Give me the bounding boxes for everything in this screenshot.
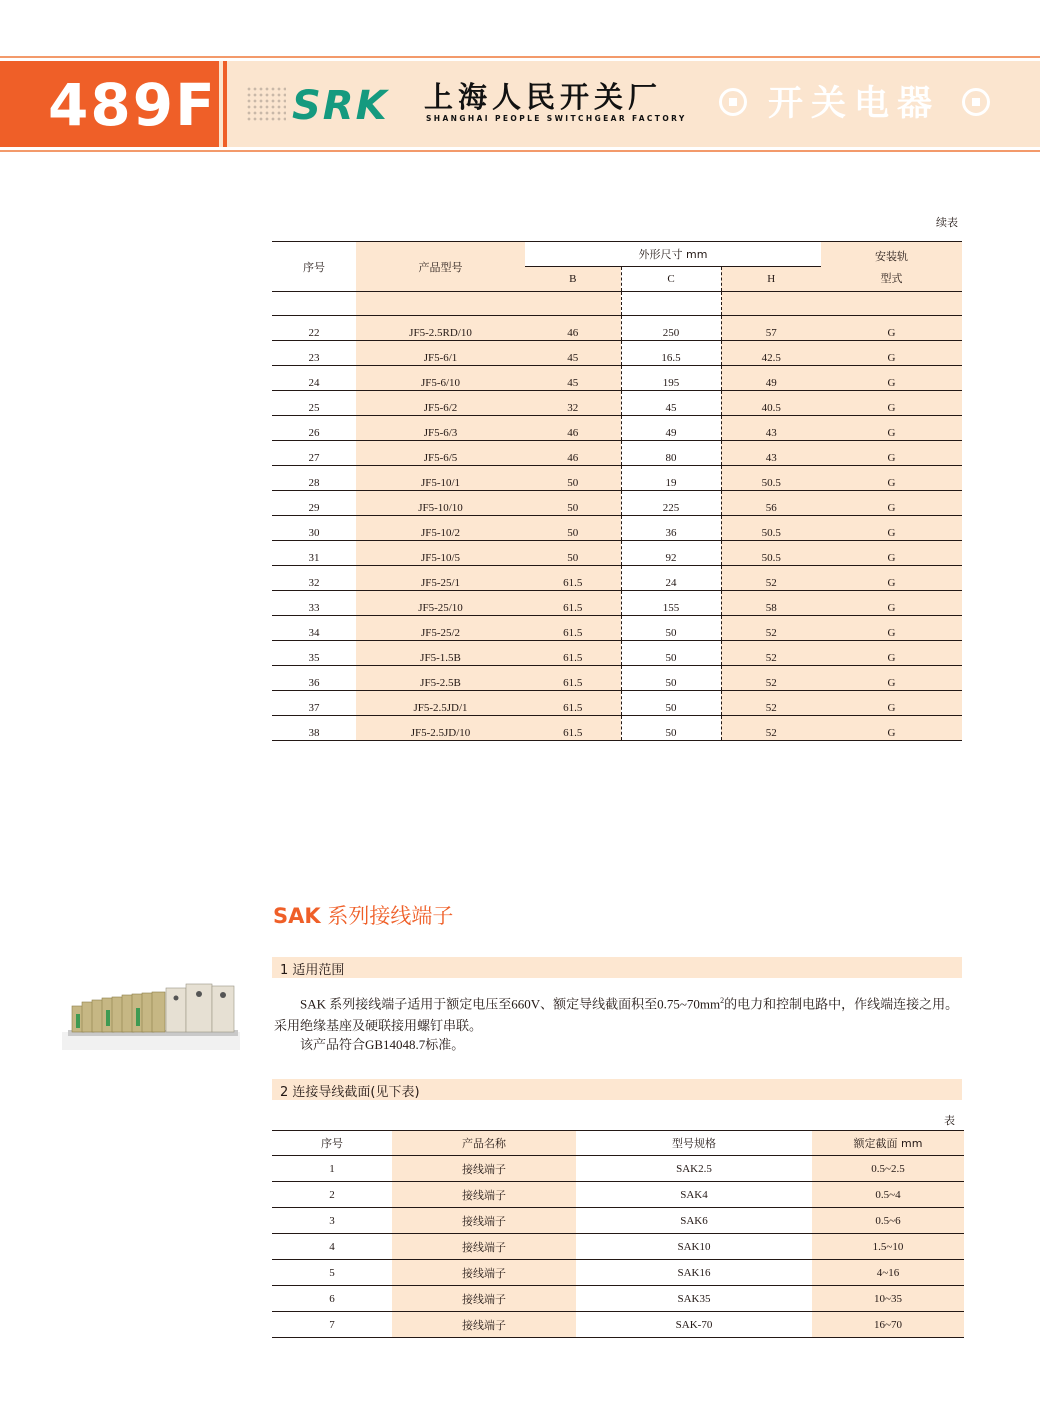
row-product-name: 接线端子 <box>392 1156 576 1182</box>
subsection-bar-scope <box>272 957 962 978</box>
row-model: JF5-2.5JD/1 <box>356 691 525 716</box>
table-row <box>272 1286 964 1312</box>
company-logo: SRK <box>292 83 389 129</box>
row-dim-h: 42.5 <box>721 341 821 366</box>
company-name-cn: 上海人民开关厂 <box>424 80 663 114</box>
col-header-c: C <box>621 267 721 292</box>
row-seq: 24 <box>272 366 356 391</box>
row-rail-type: G <box>821 566 962 591</box>
row-rail-type: G <box>821 716 962 741</box>
row-seq: 38 <box>272 716 356 741</box>
row-model: JF5-10/5 <box>356 541 525 566</box>
table-row <box>272 691 962 716</box>
table-cell <box>721 292 821 316</box>
row-model: JF5-10/2 <box>356 516 525 541</box>
row-seq: 5 <box>272 1260 392 1286</box>
subsection-section-heading: 2 连接导线截面(见下表) <box>280 1085 420 1100</box>
row-seq: 23 <box>272 341 356 366</box>
row-dim-b: 46 <box>525 316 621 341</box>
row-rated-section: 10~35 <box>812 1286 964 1312</box>
row-dim-c: 80 <box>621 441 721 466</box>
row-dim-h: 52 <box>721 716 821 741</box>
table-cell <box>621 292 721 316</box>
row-dim-c: 50 <box>621 691 721 716</box>
row-model: JF5-6/1 <box>356 341 525 366</box>
row-dim-c: 24 <box>621 566 721 591</box>
row-dim-c: 36 <box>621 516 721 541</box>
table-row-spacer <box>272 292 962 316</box>
table-row <box>272 316 962 341</box>
row-model: JF5-6/10 <box>356 366 525 391</box>
row-dim-h: 50.5 <box>721 466 821 491</box>
page-number: 489F <box>48 71 217 139</box>
row-spec: SAK4 <box>576 1182 812 1208</box>
table-row <box>272 1182 964 1208</box>
table-row <box>272 466 962 491</box>
row-dim-b: 61.5 <box>525 641 621 666</box>
subsection-scope-heading: 1 适用范围 <box>280 963 345 978</box>
row-spec: SAK10 <box>576 1234 812 1260</box>
table-row <box>272 591 962 616</box>
row-dim-h: 50.5 <box>721 516 821 541</box>
row-dim-c: 195 <box>621 366 721 391</box>
row-dim-b: 61.5 <box>525 616 621 641</box>
row-rated-section: 0.5~4 <box>812 1182 964 1208</box>
row-model: JF5-2.5B <box>356 666 525 691</box>
row-rail-type: G <box>821 316 962 341</box>
scope-text-sup: 2 <box>720 996 725 1005</box>
scope-text-a: SAK 系列接线端子适用于额定电压至660V、额定导线截面积至0.75~70mm <box>300 996 721 1012</box>
row-dim-c: 19 <box>621 466 721 491</box>
table-row <box>272 641 962 666</box>
row-dim-b: 61.5 <box>525 716 621 741</box>
row-model: JF5-6/3 <box>356 416 525 441</box>
row-dim-c: 50 <box>621 666 721 691</box>
header-top-rule <box>0 56 1040 58</box>
row-seq: 32 <box>272 566 356 591</box>
row-model: JF5-25/10 <box>356 591 525 616</box>
row-seq: 6 <box>272 1286 392 1312</box>
row-seq: 29 <box>272 491 356 516</box>
row-dim-b: 46 <box>525 416 621 441</box>
standard-paragraph <box>274 1034 970 1056</box>
row-dim-b: 61.5 <box>525 691 621 716</box>
row-dim-h: 57 <box>721 316 821 341</box>
table-row <box>272 366 962 391</box>
subsection-bar-section <box>272 1079 962 1100</box>
row-spec: SAK6 <box>576 1208 812 1234</box>
row-rail-type: G <box>821 391 962 416</box>
row-model: JF5-25/2 <box>356 616 525 641</box>
table-cell <box>272 292 356 316</box>
row-dim-c: 49 <box>621 416 721 441</box>
header-bottom-rule <box>0 150 1040 152</box>
row-spec: SAK2.5 <box>576 1156 812 1182</box>
table-row <box>272 1312 964 1338</box>
rail-label-line2: 型式 <box>880 271 903 285</box>
section-title-cn: 系列接线端子 <box>320 904 454 928</box>
row-dim-h: 43 <box>721 441 821 466</box>
row-product-name: 接线端子 <box>392 1182 576 1208</box>
row-rated-section: 1.5~10 <box>812 1234 964 1260</box>
row-seq: 4 <box>272 1234 392 1260</box>
bullet-circle-icon <box>962 88 990 116</box>
table-row <box>272 1260 964 1286</box>
row-model: JF5-6/2 <box>356 391 525 416</box>
row-dim-h: 52 <box>721 691 821 716</box>
table-row <box>272 541 962 566</box>
table-row <box>272 566 962 591</box>
row-dim-c: 225 <box>621 491 721 516</box>
row-dim-c: 45 <box>621 391 721 416</box>
row-seq: 1 <box>272 1156 392 1182</box>
row-dim-b: 46 <box>525 441 621 466</box>
scope-paragraph-text <box>274 990 970 1037</box>
col-header-b: B <box>525 267 621 292</box>
row-dim-b: 50 <box>525 466 621 491</box>
table1-caption: 续表 <box>936 216 958 229</box>
row-rail-type: G <box>821 491 962 516</box>
table-row <box>272 1234 964 1260</box>
category-title: 开关电器 <box>768 84 941 124</box>
table-row <box>272 666 962 691</box>
row-spec: SAK-70 <box>576 1312 812 1338</box>
row-seq: 36 <box>272 666 356 691</box>
dimensions-table <box>272 241 962 741</box>
row-dim-c: 155 <box>621 591 721 616</box>
row-spec: SAK16 <box>576 1260 812 1286</box>
table-row <box>272 491 962 516</box>
row-dim-b: 50 <box>525 491 621 516</box>
row-product-name: 接线端子 <box>392 1234 576 1260</box>
row-seq: 28 <box>272 466 356 491</box>
row-spec: SAK35 <box>576 1286 812 1312</box>
row-seq: 7 <box>272 1312 392 1338</box>
section-title-latin: SAK <box>273 904 321 928</box>
table-cell <box>356 292 525 316</box>
table-cell <box>821 292 962 316</box>
row-dim-h: 52 <box>721 666 821 691</box>
wire-section-table <box>272 1130 964 1338</box>
row-dim-b: 50 <box>525 541 621 566</box>
row-dim-b: 45 <box>525 366 621 391</box>
row-seq: 22 <box>272 316 356 341</box>
col-header-model: 产品型号 <box>356 242 525 292</box>
table-cell <box>525 292 621 316</box>
row-dim-b: 61.5 <box>525 666 621 691</box>
row-dim-b: 61.5 <box>525 566 621 591</box>
logo-dots-graphic <box>246 86 286 122</box>
row-product-name: 接线端子 <box>392 1312 576 1338</box>
row-seq: 2 <box>272 1182 392 1208</box>
row-dim-c: 92 <box>621 541 721 566</box>
row-rail-type: G <box>821 616 962 641</box>
table-row <box>272 341 962 366</box>
scope-text-b: 的电力和控制电路中，作线端连接之用。采用绝缘基座及硬联接用螺钉串联。 <box>274 996 959 1034</box>
row-seq: 34 <box>272 616 356 641</box>
row-rail-type: G <box>821 666 962 691</box>
table-row <box>272 416 962 441</box>
row-model: JF5-2.5JD/10 <box>356 716 525 741</box>
row-rail-type: G <box>821 516 962 541</box>
row-product-name: 接线端子 <box>392 1260 576 1286</box>
table-row <box>272 516 962 541</box>
header-separator <box>223 61 227 147</box>
row-rail-type: G <box>821 366 962 391</box>
row-rated-section: 4~16 <box>812 1260 964 1286</box>
row-rated-section: 0.5~2.5 <box>812 1156 964 1182</box>
row-seq: 3 <box>272 1208 392 1234</box>
standard-paragraph-text: 该产品符合GB14048.7标准。 <box>300 1037 465 1052</box>
row-model: JF5-6/5 <box>356 441 525 466</box>
row-dim-h: 52 <box>721 616 821 641</box>
row-model: JF5-25/1 <box>356 566 525 591</box>
col-header-dimensions: 外形尺寸 mm <box>525 242 821 267</box>
row-dim-c: 50 <box>621 716 721 741</box>
row-dim-h: 50.5 <box>721 541 821 566</box>
row-seq: 37 <box>272 691 356 716</box>
row-dim-b: 50 <box>525 516 621 541</box>
table-row <box>272 716 962 741</box>
row-dim-b: 45 <box>525 341 621 366</box>
row-product-name: 接线端子 <box>392 1286 576 1312</box>
table-row <box>272 391 962 416</box>
row-seq: 25 <box>272 391 356 416</box>
terminal-block-photo <box>62 980 240 1050</box>
col-header-rated-section: 额定截面 mm <box>812 1131 964 1156</box>
row-dim-b: 32 <box>525 391 621 416</box>
row-dim-c: 250 <box>621 316 721 341</box>
col-header-rail <box>821 242 962 292</box>
scope-paragraph <box>274 990 970 1037</box>
row-dim-h: 40.5 <box>721 391 821 416</box>
row-seq: 35 <box>272 641 356 666</box>
row-rail-type: G <box>821 691 962 716</box>
row-dim-c: 50 <box>621 641 721 666</box>
row-rail-type: G <box>821 441 962 466</box>
col-header-spec: 型号规格 <box>576 1131 812 1156</box>
row-model: JF5-10/10 <box>356 491 525 516</box>
row-dim-h: 56 <box>721 491 821 516</box>
row-dim-c: 50 <box>621 616 721 641</box>
rail-label-line1: 安装轨 <box>875 249 908 263</box>
row-rail-type: G <box>821 641 962 666</box>
row-rail-type: G <box>821 466 962 491</box>
col-header-product-name: 产品名称 <box>392 1131 576 1156</box>
table-row <box>272 441 962 466</box>
row-seq: 30 <box>272 516 356 541</box>
row-seq: 31 <box>272 541 356 566</box>
row-rail-type: G <box>821 541 962 566</box>
row-dim-h: 52 <box>721 641 821 666</box>
row-model: JF5-1.5B <box>356 641 525 666</box>
row-rail-type: G <box>821 416 962 441</box>
row-dim-h: 49 <box>721 366 821 391</box>
row-seq: 26 <box>272 416 356 441</box>
row-seq: 33 <box>272 591 356 616</box>
section-title <box>273 900 453 930</box>
row-seq: 27 <box>272 441 356 466</box>
row-rail-type: G <box>821 591 962 616</box>
row-dim-h: 58 <box>721 591 821 616</box>
row-model: JF5-10/1 <box>356 466 525 491</box>
row-product-name: 接线端子 <box>392 1208 576 1234</box>
row-rail-type: G <box>821 341 962 366</box>
table2-caption: 表 <box>944 1114 955 1127</box>
col-header-seq: 序号 <box>272 1131 392 1156</box>
table-row <box>272 616 962 641</box>
row-dim-h: 52 <box>721 566 821 591</box>
col-header-h: H <box>721 267 821 292</box>
table-row <box>272 1208 964 1234</box>
row-model: JF5-2.5RD/10 <box>356 316 525 341</box>
row-dim-h: 43 <box>721 416 821 441</box>
bullet-circle-icon <box>719 88 747 116</box>
row-rated-section: 0.5~6 <box>812 1208 964 1234</box>
company-name-en: SHANGHAI PEOPLE SWITCHGEAR FACTORY <box>426 114 687 123</box>
col-header-seq: 序号 <box>272 242 356 292</box>
table-row <box>272 1156 964 1182</box>
row-dim-c: 16.5 <box>621 341 721 366</box>
row-dim-b: 61.5 <box>525 591 621 616</box>
row-rated-section: 16~70 <box>812 1312 964 1338</box>
